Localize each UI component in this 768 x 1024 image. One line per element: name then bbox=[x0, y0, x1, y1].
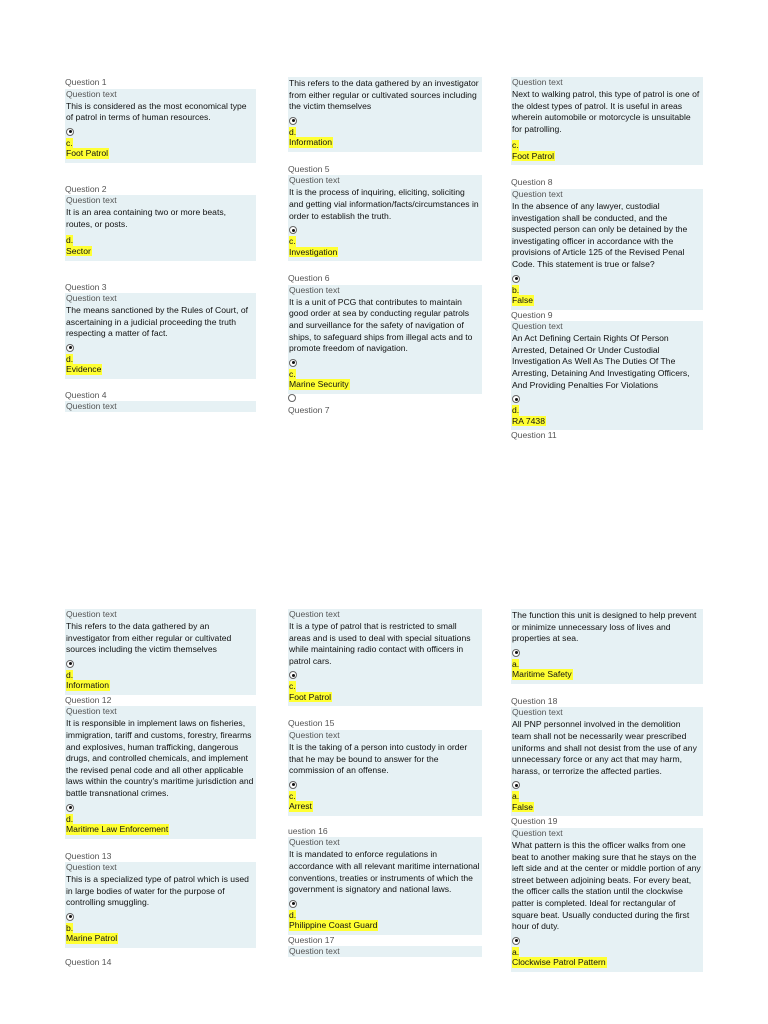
question-number: Question 3 bbox=[65, 281, 107, 292]
answer-letter: d. bbox=[66, 813, 74, 824]
answer-text: Philippine Coast Guard bbox=[289, 920, 378, 931]
question-prompt: What pattern is this the officer walks from one beat to another making sure that he stays on the left side and at the center or middle portion of any street between adjoining beats. For every beat, the officer calls the station until the clockwise patter is completed. Ideal for rectangular of square beat. Usually conducted during the first hour of duty. bbox=[512, 839, 701, 932]
question-prompt: It is an area containing two or more beats, routes, or posts. bbox=[66, 207, 227, 229]
answer-text: Maritime Law Enforcement bbox=[66, 824, 169, 835]
radio-selected-icon[interactable] bbox=[289, 781, 297, 789]
question-prompt: Next to walking patrol, this type of patrol is one of the oldest types of patrol. It is useful in areas wherein automobile or motorcycle is unsuitable for patrolling. bbox=[512, 89, 700, 134]
question-body bbox=[65, 873, 256, 948]
answer-letter: a. bbox=[512, 658, 520, 669]
question-text-label: Question text bbox=[65, 195, 256, 206]
answer-text: Foot Patrol bbox=[66, 148, 109, 159]
question-text-label: Question text bbox=[65, 401, 256, 412]
radio-unselected-icon[interactable] bbox=[288, 394, 296, 402]
answer-letter: a. bbox=[512, 946, 520, 957]
question-number: Question 15 bbox=[288, 718, 335, 729]
radio-selected-icon[interactable] bbox=[289, 671, 297, 679]
radio-selected-icon[interactable] bbox=[289, 226, 297, 234]
question-number: Question 4 bbox=[65, 389, 107, 400]
answer-text: Arrest bbox=[289, 801, 312, 812]
page2-column-1 bbox=[65, 609, 256, 969]
question-body bbox=[288, 296, 482, 394]
answer-letter: c. bbox=[289, 681, 296, 692]
answer-letter: d. bbox=[66, 669, 74, 680]
question-prompt: The function this unit is designed to help prevent or minimize unnecessary loss of lives and properties at sea. bbox=[512, 610, 697, 644]
radio-selected-icon[interactable] bbox=[289, 359, 297, 367]
question-text-label: Question text bbox=[511, 77, 703, 88]
answer-letter: c. bbox=[512, 140, 519, 151]
answer-letter: c. bbox=[289, 368, 296, 379]
question-number: Question 13 bbox=[65, 850, 112, 861]
question-text-label: Question text bbox=[288, 730, 482, 741]
question-number: Question 1 bbox=[65, 77, 107, 87]
question-prompt: It is a unit of PCG that contributes to maintain good order at sea by conducting regular patrols and surveillance for the safety of navigation of ships, to safeguard ships from illegal acts and to promote freedom of navigation. bbox=[289, 296, 473, 354]
question-number: Question 7 bbox=[288, 404, 330, 415]
answer-text: False bbox=[512, 295, 534, 306]
answer-letter: b. bbox=[66, 922, 74, 933]
question-body bbox=[65, 717, 256, 838]
question-text-label: Question text bbox=[65, 89, 256, 100]
question-number: Question 18 bbox=[511, 695, 558, 706]
question-number: Question 11 bbox=[511, 430, 557, 441]
page2-column-3 bbox=[511, 609, 703, 972]
question-number: Question 17 bbox=[288, 934, 335, 945]
question-text-label: Question text bbox=[65, 862, 256, 873]
question-body bbox=[511, 332, 703, 430]
question-text-label: Question text bbox=[511, 189, 703, 200]
question-text-label: Question text bbox=[65, 293, 256, 304]
question-number: Question 8 bbox=[511, 177, 553, 188]
page1-column-3 bbox=[511, 77, 703, 442]
question-text-label: Question text bbox=[288, 946, 482, 957]
question-body bbox=[288, 741, 482, 816]
answer-text: Sector bbox=[66, 245, 91, 256]
question-text-label: Question text bbox=[511, 828, 703, 839]
answer-text: Evidence bbox=[66, 364, 102, 375]
question-body bbox=[511, 718, 703, 816]
question-prompt: It is mandated to enforce regulations in accordance with all relevant maritime international conventions, treaties or instruments of which the government is signatory and national laws. bbox=[289, 849, 480, 895]
answer-text: Maritime Safety bbox=[512, 669, 572, 680]
question-body bbox=[511, 839, 703, 972]
question-number: Question 14 bbox=[65, 957, 112, 967]
answer-letter: d. bbox=[512, 405, 520, 416]
question-body bbox=[511, 200, 703, 310]
page2-column-2 bbox=[288, 609, 482, 957]
question-body bbox=[288, 77, 482, 152]
answer-text: False bbox=[512, 801, 534, 812]
question-text-label: Question text bbox=[65, 706, 256, 717]
question-prompt: It is the taking of a person into custody in order that he may be bound to answer for the commission of an offense. bbox=[289, 741, 468, 776]
answer-letter: c. bbox=[289, 236, 296, 247]
radio-selected-icon[interactable] bbox=[512, 937, 520, 945]
question-text-label: Question text bbox=[288, 609, 482, 620]
question-body bbox=[65, 620, 256, 695]
question-body bbox=[288, 186, 482, 261]
question-number: Question 5 bbox=[288, 163, 330, 174]
answer-text: Clockwise Patrol Pattern bbox=[512, 957, 606, 968]
question-body bbox=[511, 609, 703, 684]
answer-letter: c. bbox=[289, 790, 296, 801]
radio-selected-icon[interactable] bbox=[512, 395, 520, 403]
radio-selected-icon[interactable] bbox=[512, 275, 520, 283]
radio-selected-icon[interactable] bbox=[512, 781, 520, 789]
question-prompt: It is responsible in implement laws on fisheries, immigration, tariff and customs, forestry, firearms and explosives, human trafficking, dangerous drugs, and controlled chemicals, and implement the revised penal code and all other applicable laws within the country's maritime jurisdiction and battle transnational crimes. bbox=[66, 718, 254, 798]
question-prompt: This refers to the data gathered by an investigator from either regular or cultivated sources including the victim themselves bbox=[66, 621, 232, 655]
question-body bbox=[65, 304, 256, 379]
question-number: uestion 16 bbox=[288, 825, 328, 836]
page1-column-2 bbox=[288, 77, 482, 416]
radio-selected-icon[interactable] bbox=[66, 804, 74, 812]
answer-text: Investigation bbox=[289, 246, 338, 257]
question-prompt: All PNP personnel involved in the demolition team shall not be necessarily wear prescribed uniforms and shall not desist from the use of any unnecessary force or any act that may harm, harass, or terrorize the affected parties. bbox=[512, 719, 697, 776]
question-body bbox=[65, 100, 256, 163]
question-prompt: In the absence of any lawyer, custodial investigation shall be conducted, and the suspected person can only be detained by the investigating officer in accordance with the provisions of Article 125 of the Revised Penal Code. This statement is true or false? bbox=[512, 200, 688, 269]
question-text-label: Question text bbox=[288, 837, 482, 848]
answer-letter: c. bbox=[66, 137, 73, 148]
radio-selected-icon[interactable] bbox=[512, 649, 520, 657]
question-prompt: The means sanctioned by the Rules of Court, of ascertaining in a judicial proceeding the truth respecting a matter of fact. bbox=[66, 305, 249, 339]
radio-selected-icon[interactable] bbox=[66, 128, 74, 136]
radio-selected-icon[interactable] bbox=[66, 660, 74, 668]
question-text-label: Question text bbox=[288, 175, 482, 186]
answer-letter: a. bbox=[512, 791, 520, 802]
question-body bbox=[65, 206, 256, 260]
question-number: Question 19 bbox=[511, 816, 558, 827]
radio-selected-icon[interactable] bbox=[289, 900, 297, 908]
radio-selected-icon[interactable] bbox=[66, 913, 74, 921]
question-text-label: Question text bbox=[511, 707, 703, 718]
question-prompt: It is a type of patrol that is restricted to small areas and is used to deal with special situations while maintaining radio contact with officers in patrol cars. bbox=[289, 621, 471, 666]
question-text-label: Question text bbox=[65, 609, 256, 620]
answer-letter: b. bbox=[512, 284, 520, 295]
answer-letter: d. bbox=[289, 909, 297, 920]
question-prompt: It is the process of inquiring, eliciting, soliciting and getting vial information/facts/circumstances in order to establish the truth. bbox=[289, 187, 479, 221]
question-body bbox=[511, 88, 703, 165]
question-text-label: Question text bbox=[511, 321, 703, 332]
answer-text: Information bbox=[289, 137, 332, 148]
answer-letter: d. bbox=[66, 353, 74, 364]
question-prompt: An Act Defining Certain Rights Of Person Arrested, Detained Or Under Custodial Investigation As Well As The Duties Of The Arresting, Detaining And Investigating Officers, And Providing Penalties For Violations bbox=[512, 333, 690, 390]
question-body bbox=[288, 848, 482, 934]
question-number: Question 12 bbox=[65, 694, 112, 705]
radio-selected-icon[interactable] bbox=[289, 117, 297, 125]
question-body bbox=[288, 620, 482, 706]
question-number: Question 2 bbox=[65, 183, 107, 194]
answer-text: Foot Patrol bbox=[512, 150, 555, 161]
question-prompt: This refers to the data gathered by an investigator from either regular or cultivated sources including the victim themselves bbox=[289, 78, 479, 112]
question-prompt: This is a specialized type of patrol which is used in large bodies of water for the purpose of controlling smuggling. bbox=[66, 874, 249, 908]
question-number: Question 6 bbox=[288, 273, 330, 284]
answer-text: Marine Security bbox=[289, 379, 349, 390]
page1-column-1 bbox=[65, 77, 256, 412]
question-prompt: This is considered as the most economical type of patrol in terms of human resources. bbox=[66, 100, 247, 123]
answer-text: Information bbox=[66, 680, 109, 691]
answer-text: RA 7438 bbox=[512, 415, 545, 426]
answer-text: Foot Patrol bbox=[289, 691, 332, 702]
answer-letter: d. bbox=[289, 126, 297, 137]
answer-letter: d. bbox=[66, 235, 74, 246]
answer-text: Marine Patrol bbox=[66, 933, 118, 944]
question-number: Question 9 bbox=[511, 309, 553, 320]
radio-selected-icon[interactable] bbox=[66, 344, 74, 352]
question-text-label: Question text bbox=[288, 285, 482, 296]
